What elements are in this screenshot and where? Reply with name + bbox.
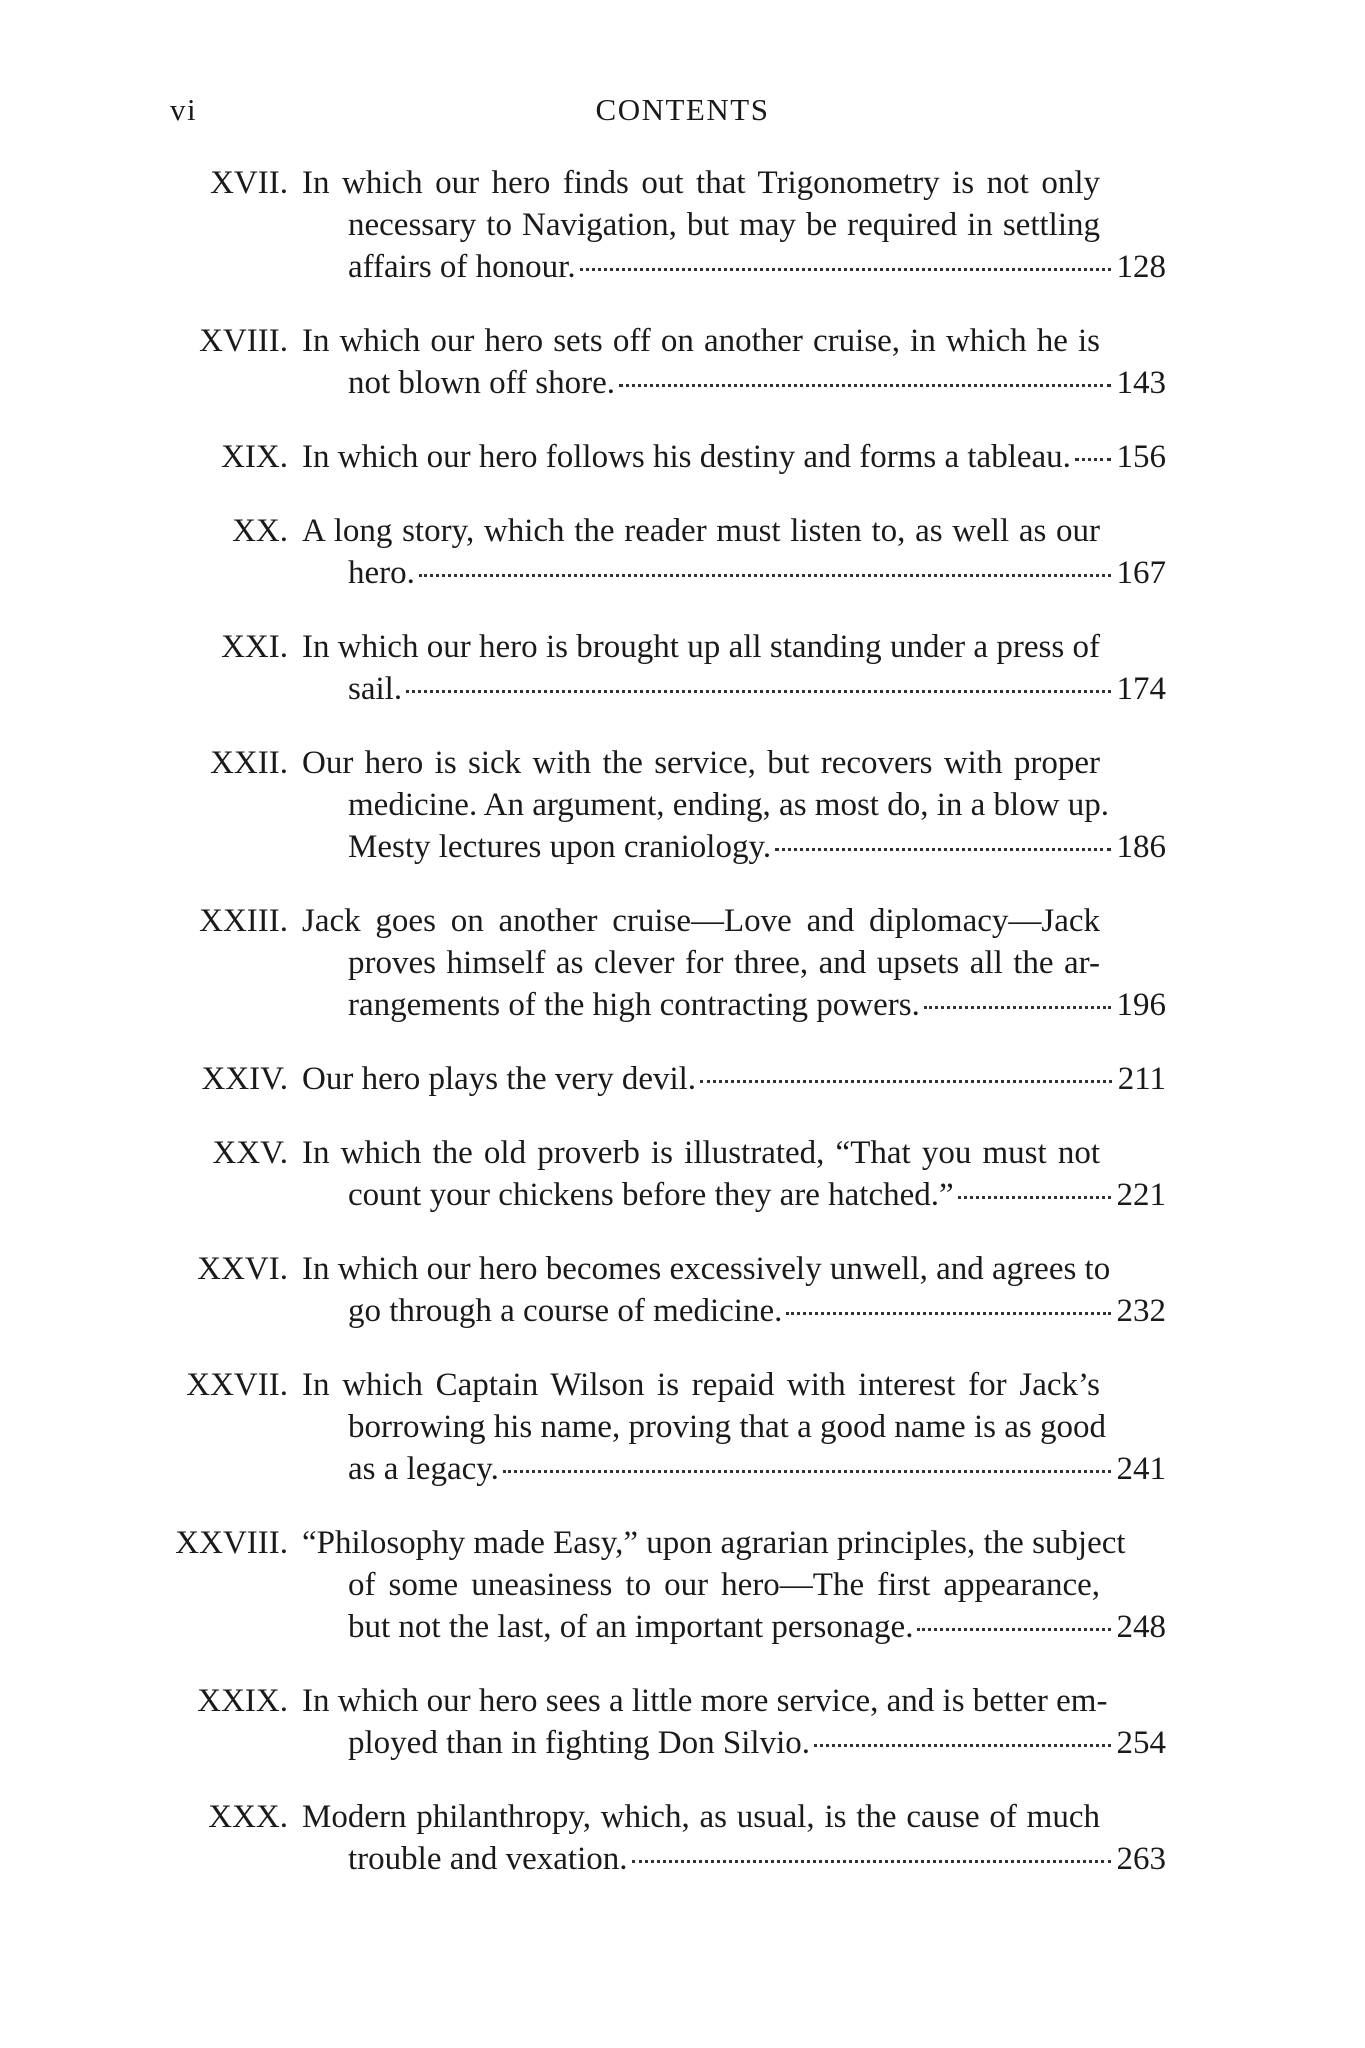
page-folio: vi [170,92,198,127]
dot-leader [775,848,1110,851]
page-number: 211 [1117,1061,1166,1097]
dot-leader [619,384,1110,387]
chapter-title-text: rangements of the high contracting powers. [348,987,920,1023]
page-number: 196 [1116,987,1166,1023]
dot-leader [700,1080,1112,1083]
chapter-number: XIX. [221,439,288,475]
page-number: 167 [1116,555,1166,591]
dot-leader [1075,458,1111,461]
chapter-number: XXIV. [201,1061,288,1097]
chapter-title-line: “Philosophy made Easy,” upon agrarian principles, the subject [302,1525,1126,1561]
chapter-title-line [348,362,1166,404]
toc-entry [0,1132,1365,1216]
chapter-title-text: sail. [348,671,403,707]
page-number: 232 [1116,1293,1166,1329]
page-number: 263 [1116,1841,1166,1877]
toc-entry [0,1364,1365,1490]
chapter-title-text: Our hero plays the very devil. [302,1061,697,1097]
chapter-number: XXVI. [197,1251,288,1287]
toc-entry [0,510,1365,594]
chapter-number: XXIX. [197,1683,288,1719]
chapter-title-line [348,1722,1166,1764]
running-head-title: CONTENTS [595,92,770,127]
toc-entry [0,1248,1365,1332]
table-of-contents [0,162,1365,1912]
chapter-title-text: trouble and vexation. [348,1841,628,1877]
chapter-title-line [348,1838,1166,1880]
toc-entry [0,320,1365,404]
chapter-title-line [348,984,1166,1026]
chapter-title-line: In which our hero sets off on another cruise, in which he is [302,323,1100,359]
chapter-title-line: Jack goes on another cruise—Love and diplomacy—Jack [302,903,1100,939]
chapter-number: XXV. [212,1135,288,1171]
dot-leader [406,690,1110,693]
dot-leader [958,1196,1111,1199]
chapter-title-line: Our hero is sick with the service, but recovers with proper [302,745,1100,781]
chapter-title-line: medicine. An argument, ending, as most do, in a blow up. [348,787,1110,823]
dot-leader [924,1006,1111,1009]
chapter-title-line: of some uneasiness to our hero—The first appearance, [348,1567,1100,1603]
chapter-title-line: In which our hero becomes excessively unwell, and agrees to [302,1251,1111,1287]
toc-entry [0,1522,1365,1648]
page-number: 241 [1116,1451,1166,1487]
chapter-title-line: In which our hero sees a little more service, and is better em- [302,1683,1108,1719]
chapter-title-line: In which Captain Wilson is repaid with interest for Jack’s [302,1367,1100,1403]
chapter-title-line: necessary to Navigation, but may be required in settling [348,207,1100,243]
chapter-title-text: Mesty lectures upon craniology. [348,829,772,865]
chapter-title-line: proves himself as clever for three, and upsets all the ar- [348,945,1100,981]
toc-entry [0,742,1365,868]
chapter-title-line [348,1448,1166,1490]
toc-entry [0,626,1365,710]
chapter-title-line [348,1174,1166,1216]
chapter-number: XXIII. [199,903,288,939]
toc-entry [0,1796,1365,1880]
chapter-title-text: as a legacy. [348,1451,499,1487]
toc-entry [0,1058,1365,1100]
chapter-title-line: In which the old proverb is illustrated, “That you must not [302,1135,1100,1171]
chapter-title-line [348,1290,1166,1332]
toc-entry [0,436,1365,478]
chapter-title-line: In which our hero is brought up all standing under a press of [302,629,1100,665]
page-number: 174 [1116,671,1166,707]
chapter-title-line [348,1606,1166,1648]
chapter-title-text: but not the last, of an important personage. [348,1609,914,1645]
chapter-number: XVII. [210,165,288,201]
chapter-number: XXI. [221,629,288,665]
chapter-number: XVIII. [199,323,288,359]
page-number: 156 [1116,439,1166,475]
page-number: 186 [1116,829,1166,865]
chapter-number: XXII. [210,745,288,781]
dot-leader [917,1628,1110,1631]
chapter-title-line [302,1058,1166,1100]
chapter-title-line [348,826,1166,868]
chapter-title-text: ployed than in fighting Don Silvio. [348,1725,810,1761]
toc-entry [0,162,1365,288]
chapter-title-line [348,552,1166,594]
dot-leader [814,1744,1111,1747]
chapter-title-line [348,246,1166,288]
running-head [0,92,1365,140]
chapter-title-text: count your chickens before they are hatched.” [348,1177,954,1213]
chapter-title-line [302,436,1166,478]
chapter-title-line: borrowing his name, proving that a good name is as good [348,1409,1106,1445]
page-number: 248 [1116,1609,1166,1645]
chapter-title-text: hero. [348,555,415,591]
chapter-number: XXVII. [186,1367,288,1403]
chapter-title-text: affairs of honour. [348,249,576,285]
chapter-number: XXVIII. [175,1525,288,1561]
dot-leader [632,1860,1111,1863]
page-number: 254 [1116,1725,1166,1761]
dot-leader [786,1312,1110,1315]
dot-leader [580,268,1111,271]
chapter-title-line [348,668,1166,710]
dot-leader [503,1470,1111,1473]
page-number: 143 [1116,365,1166,401]
chapter-title-line: In which our hero finds out that Trigonometry is not only [302,165,1100,201]
chapter-title-text: not blown off shore. [348,365,616,401]
toc-entry [0,900,1365,1026]
chapter-number: XXX. [208,1799,288,1835]
toc-entry [0,1680,1365,1764]
chapter-title-text: go through a course of medicine. [348,1293,783,1329]
chapter-number: XX. [232,513,288,549]
chapter-title-line: Modern philanthropy, which, as usual, is the cause of much [302,1799,1100,1835]
page-number: 128 [1116,249,1166,285]
page-number: 221 [1116,1177,1166,1213]
dot-leader [419,574,1111,577]
chapter-title-line: A long story, which the reader must listen to, as well as our [302,513,1100,549]
chapter-title-text: In which our hero follows his destiny and forms a tableau. [302,439,1071,475]
